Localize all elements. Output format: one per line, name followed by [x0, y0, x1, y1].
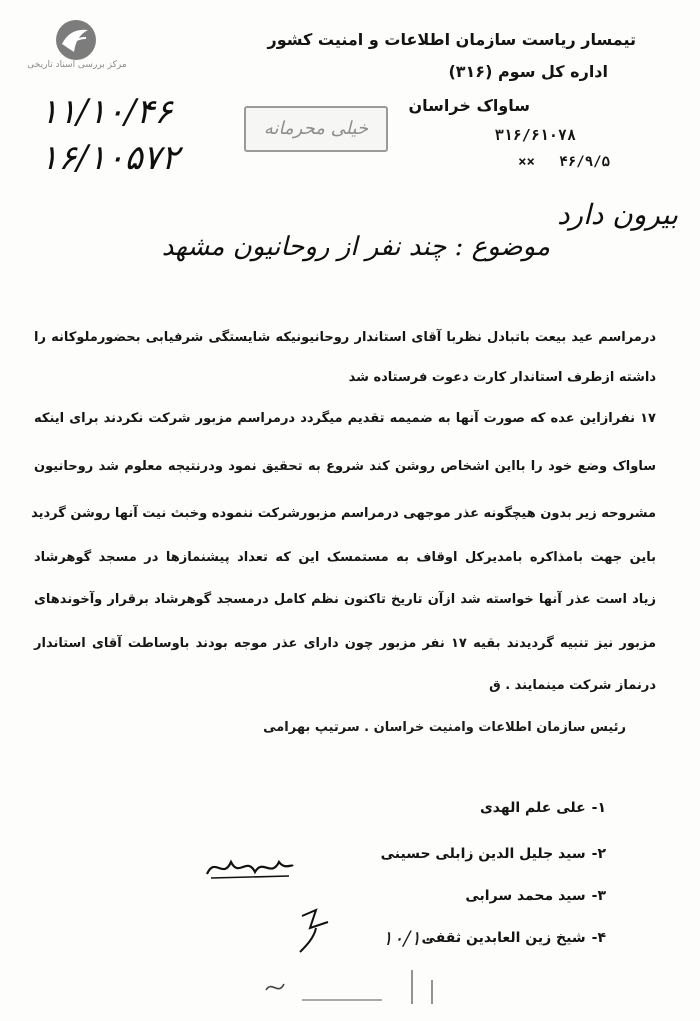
handwritten-note: بیرون دارد	[557, 198, 678, 231]
list-item	[422, 930, 606, 946]
scan-artifacts-icon	[262, 960, 462, 1008]
list-item-name: شیخ زین العابدین ثقفی	[421, 930, 586, 946]
body-line: درمراسم عید بیعت باتبادل نظربا آقای استاندار روحانیونیکه شایستگی شرفیابی بحضورملوکانه را	[34, 330, 656, 345]
body-line: مزبور نیز تنبیه گردیدند بقیه ۱۷ نفر مزبور چون دارای عذر موجه بودند باوساطت آقای استاندار	[34, 636, 656, 651]
list-item-name: علی علم الهدی	[479, 800, 586, 816]
letterhead-date-value: ۴۶/۹/۵	[559, 154, 610, 170]
list-item-number: ۱-	[591, 800, 606, 816]
signature-line: رئیس سازمان اطلاعات وامنیت خراسان . سرتیپ بهرامی	[263, 720, 626, 735]
body-line: ۱۷ نفرازاین عده که صورت آنها به ضمیمه تقدیم میگردد درمراسم مزبور شرکت نکردند برای اینکه	[34, 411, 656, 426]
body-line: باین جهت بامذاکره بامدیرکل اوقاف به مستمسک این که تعداد پیشنمازها در مسجد گوهرشاد	[34, 550, 656, 565]
handwritten-number: ۱۶/۱۰۵۷۲	[40, 138, 180, 178]
body-line: ساواک وضع خود را بااین اشخاص روشن کند شروع به تحقیق نمود ودرنتیجه معلوم شد روحانیون	[34, 459, 656, 474]
list-item-name: سید جلیل الدین زابلی حسینی	[380, 846, 586, 862]
list-item	[465, 888, 606, 904]
letterhead-recipient: تیمسار ریاست سازمان اطلاعات و امنیت کشور	[267, 30, 636, 49]
handwritten-signature-icon	[205, 850, 295, 884]
body-line: داشته ازطرف استاندار کارت دعوت فرستاده شد	[348, 370, 656, 385]
body-line: مشروحه زیر بدون هیچگونه عذر موجهی درمراسم مزبورشرکت ننموده وخبث نیت آنها روشن گردید	[31, 506, 656, 521]
letterhead-office: ساواک خراسان	[408, 96, 530, 115]
handwritten-list-note: ۱۰/۱۰	[382, 926, 432, 950]
list-item	[480, 800, 606, 816]
letterhead-department: اداره کل سوم (۳۱۶)	[448, 62, 608, 81]
handwritten-mark-icon	[296, 906, 336, 956]
list-item-number: ۴-	[591, 930, 606, 946]
list-item-name: سید محمد سرابی	[465, 888, 586, 904]
list-item-number: ۳-	[591, 888, 606, 904]
letterhead-date	[518, 154, 610, 170]
body-line: زیاد است عذر آنها خواسته شد ازآن تاریخ تاکنون نظم کامل درمسجد گوهرشاد برقرار وآخوندهای	[34, 592, 656, 607]
list-item	[381, 846, 606, 862]
archive-logo-icon	[54, 18, 98, 62]
archive-logo-text: مرکز بررسی اسناد تاریخی	[27, 60, 127, 70]
classification-stamp: خیلی محرمانه	[244, 106, 388, 152]
handwritten-date: ۱۱/۱۰/۴۶	[40, 92, 173, 132]
body-line: درنماز شرکت مینمایند . ق	[489, 678, 656, 693]
letterhead-ref-number: ۳۱۶/۶۱۰۷۸	[494, 126, 576, 144]
list-item-number: ۲-	[591, 846, 606, 862]
letterhead-marks: ××	[518, 154, 535, 170]
handwritten-subject: موضوع : چند نفر از روحانیون مشهد	[161, 232, 550, 262]
